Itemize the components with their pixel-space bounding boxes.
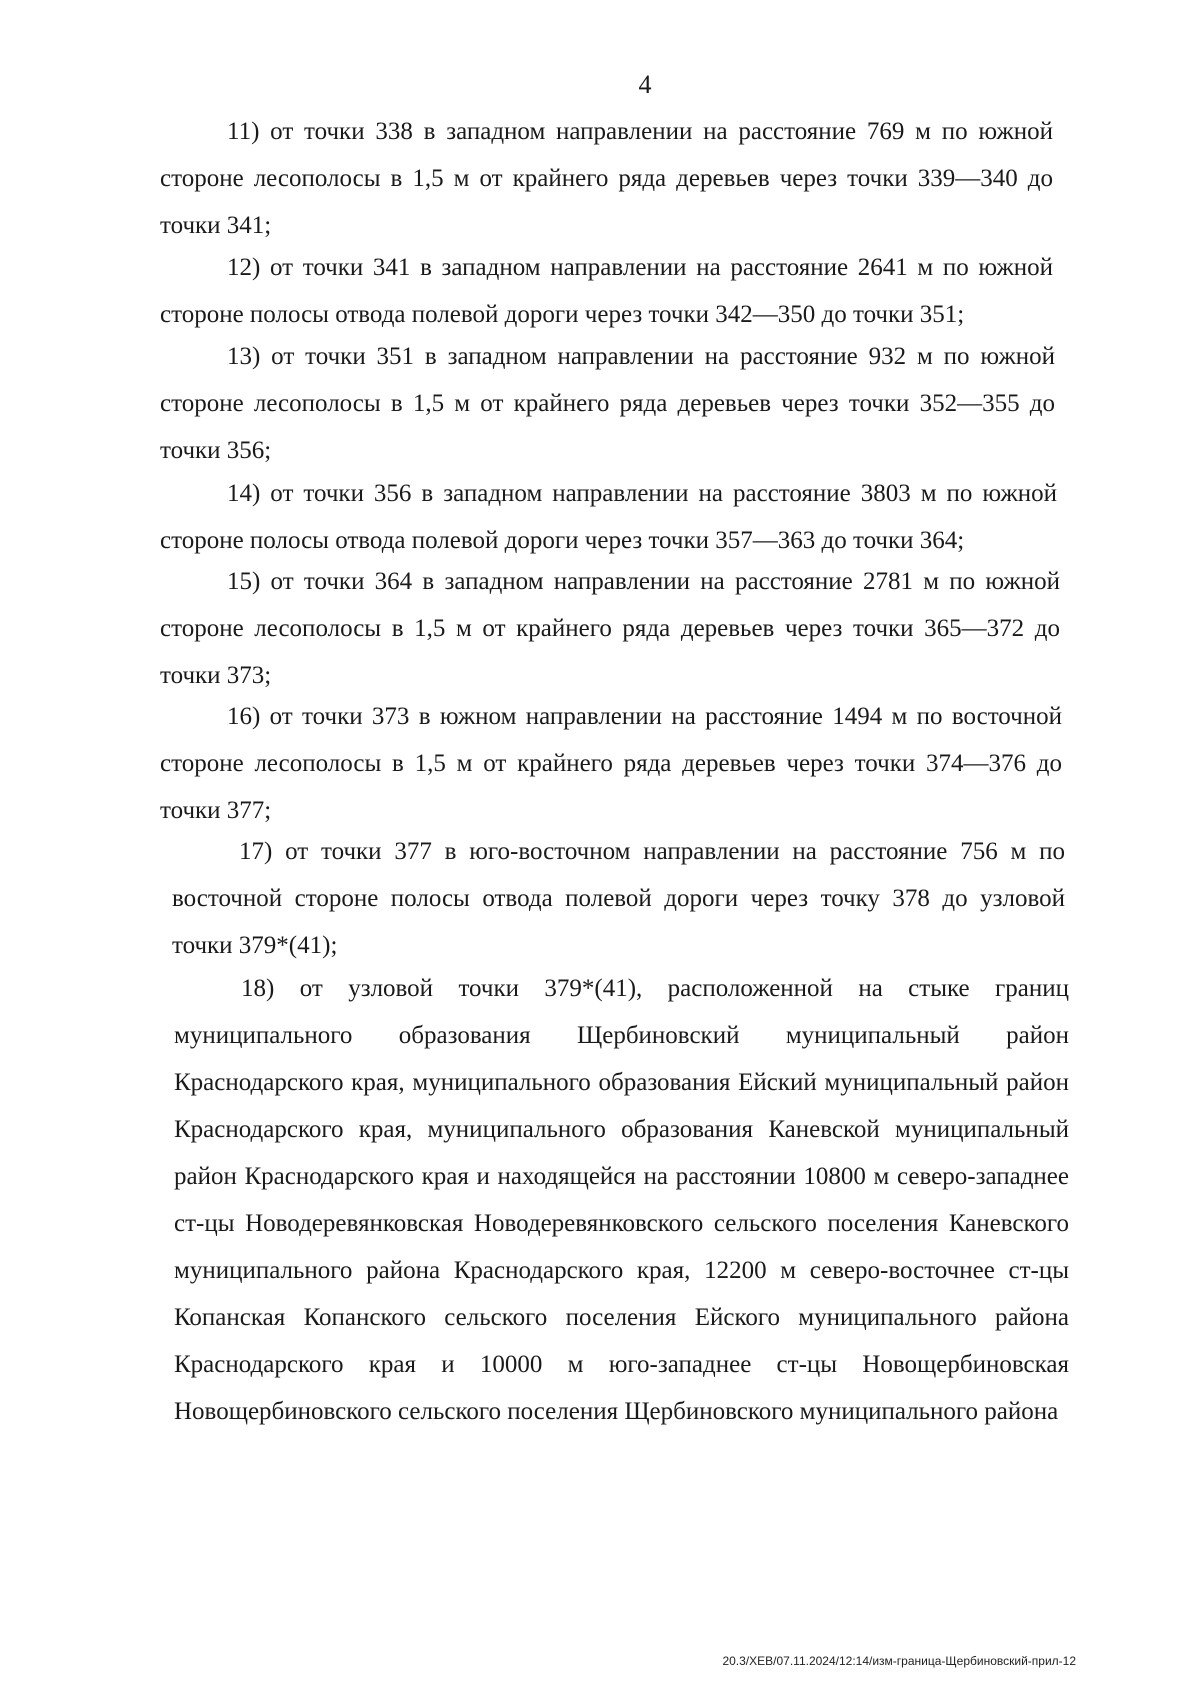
list-item-18 [174, 965, 1069, 1435]
paragraph-text: 18) от узловой точки 379*(41), расположенной на стыке границ муниципального образования Щербиновский муниципальный район Краснодарского края, муниципального образования Ейский муниципальный район Краснодарского края, муниципального образования Каневской муниципальный район Краснодарского края и находящейся на расстоянии 10800 м северо-западнее ст-цы Новодеревянковская Новодеревянковского сельского поселения Каневского муниципального района Краснодарского края, 12200 м северо-восточнее ст-цы Копанская Копанского сельского поселения Ейского муниципального района Краснодарского края и 10000 м юго-западнее ст-цы Новощербиновская Новощербиновского сельского поселения Щербиновского муниципального района [174, 975, 1069, 1425]
paragraph-text: 15) от точки 364 в западном направлении на расстояние 2781 м по южной стороне лесополосы в 1,5 м от крайнего ряда деревьев через точки 365—372 до точки 373; [160, 568, 1060, 689]
list-item-11 [160, 108, 1053, 249]
page-number: 4 [638, 70, 652, 99]
paragraph-text: 16) от точки 373 в южном направлении на расстояние 1494 м по восточной стороне лесополосы в 1,5 м от крайнего ряда деревьев через точки 374—376 до точки 377; [160, 703, 1062, 824]
list-item-12 [160, 244, 1053, 338]
list-item-14 [160, 470, 1057, 564]
list-item-15 [160, 558, 1060, 699]
list-item-16 [160, 693, 1062, 834]
document-footer-code: 20.3/ХЕВ/07.11.2024/12:14/изм-граница-Щербиновский-прил-12 [722, 1654, 1076, 1668]
paragraph-text: 14) от точки 356 в западном направлении на расстояние 3803 м по южной стороне полосы отвода полевой дороги через точки 357—363 до точки 364; [160, 480, 1057, 554]
list-item-17 [172, 828, 1065, 969]
list-item-13 [160, 333, 1055, 474]
paragraph-text: 12) от точки 341 в западном направлении на расстояние 2641 м по южной стороне полосы отвода полевой дороги через точки 342—350 до точки 351; [160, 254, 1053, 328]
paragraph-text: 11) от точки 338 в западном направлении на расстояние 769 м по южной стороне лесополосы в 1,5 м от крайнего ряда деревьев через точки 339—340 до точки 341; [160, 118, 1053, 239]
paragraph-text: 13) от точки 351 в западном направлении на расстояние 932 м по южной стороне лесополосы в 1,5 м от крайнего ряда деревьев через точки 352—355 до точки 356; [160, 343, 1055, 464]
paragraph-text: 17) от точки 377 в юго-восточном направлении на расстояние 756 м по восточной стороне полосы отвода полевой дороги через точку 378 до узловой точки 379*(41); [172, 838, 1065, 959]
